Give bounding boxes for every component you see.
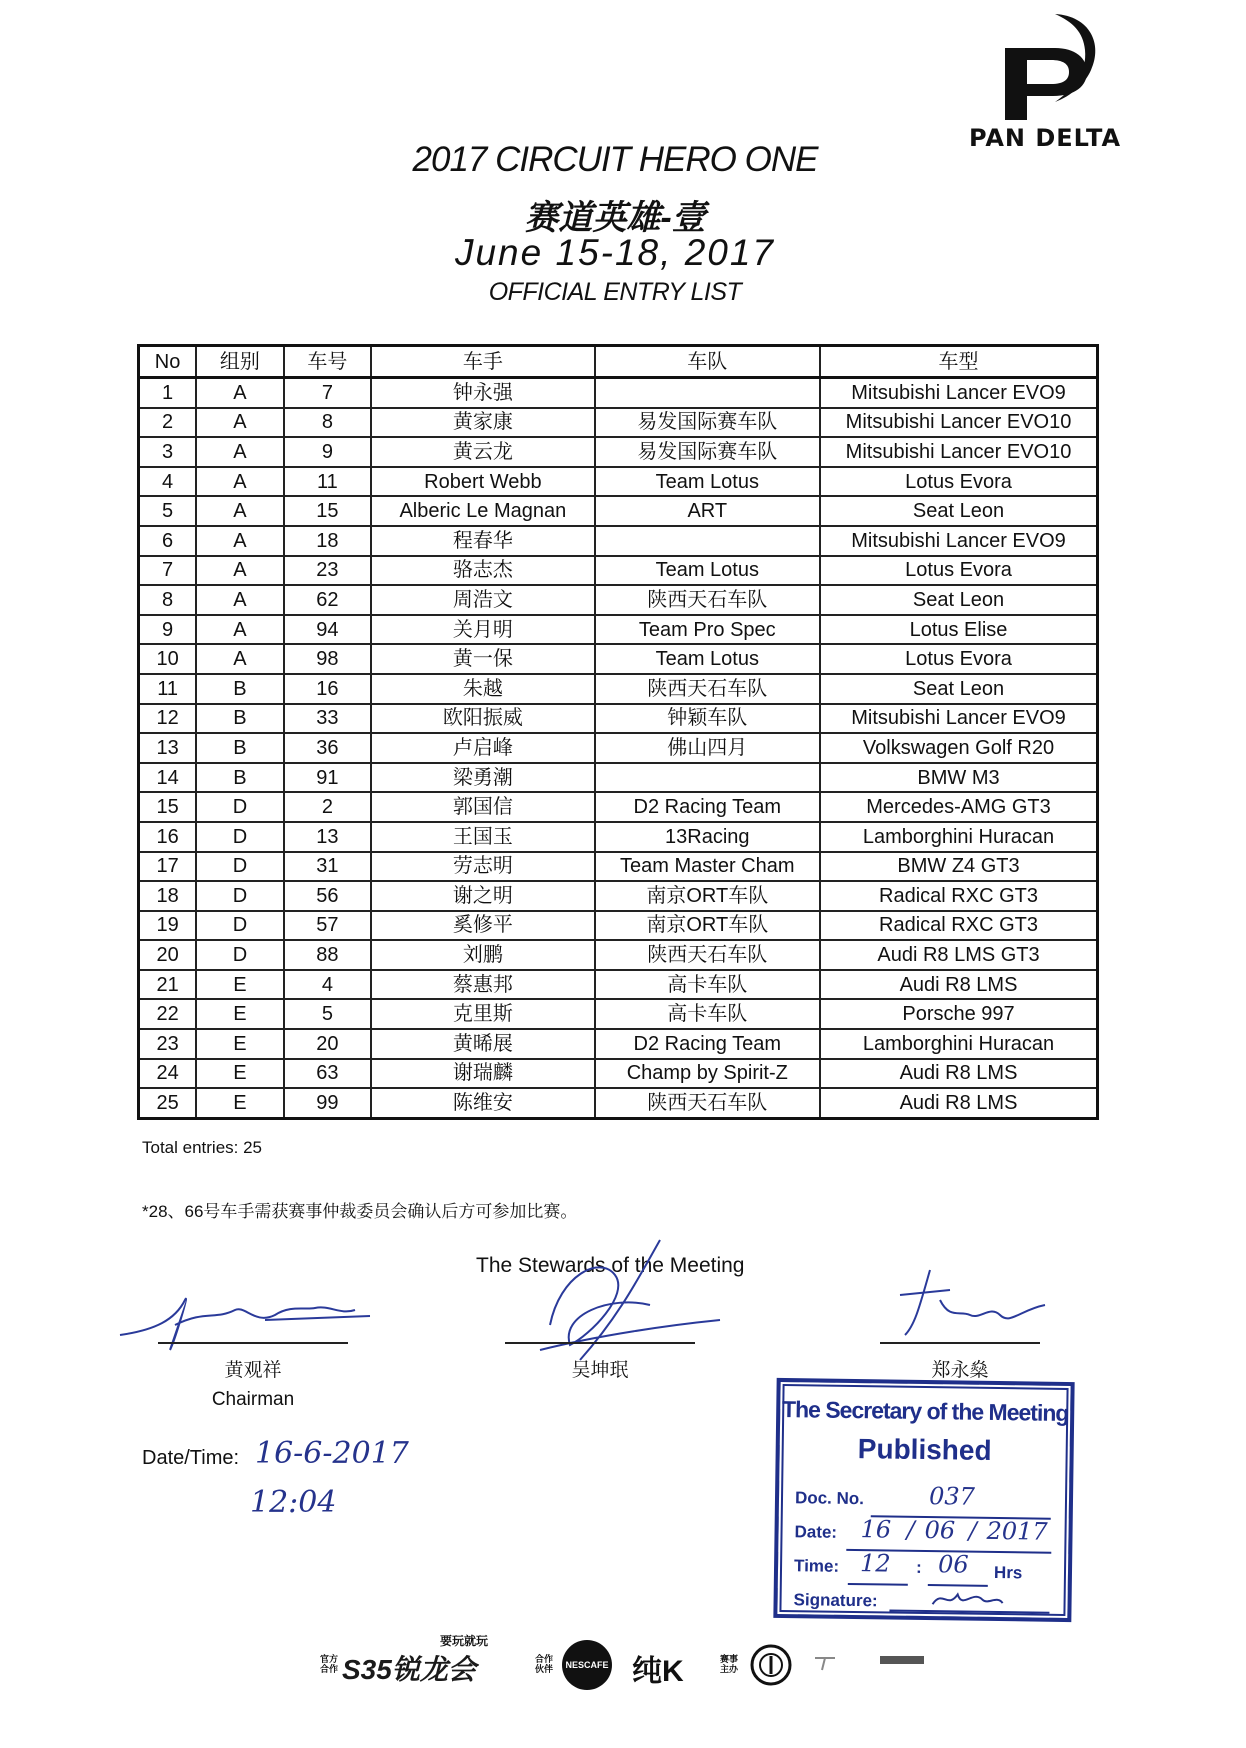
stamp-date-sep2: /	[968, 1516, 977, 1545]
table-row	[139, 704, 1098, 734]
cell-group: B	[196, 704, 284, 734]
steward2-signature-line	[505, 1342, 695, 1344]
cell-car-model: Porsche 997	[820, 999, 1097, 1029]
stamp-signature	[927, 1584, 1007, 1613]
cell-car-number: 11	[284, 467, 372, 497]
table-row	[139, 556, 1098, 586]
sponsor-1-tagline: 要玩就玩	[440, 1634, 489, 1648]
header-no: No	[139, 346, 197, 378]
table-body	[139, 378, 1098, 1119]
table-row	[139, 1059, 1098, 1089]
stamp-time-colon: :	[915, 1557, 922, 1577]
cell-group: B	[196, 763, 284, 793]
cell-no: 7	[139, 556, 197, 586]
steward-signature	[520, 1235, 730, 1375]
cell-team: 易发国际赛车队	[595, 408, 820, 438]
cell-car-number: 9	[284, 437, 372, 467]
cell-no: 12	[139, 704, 197, 734]
secretary-stamp	[773, 1378, 1074, 1622]
cell-no: 19	[139, 911, 197, 941]
cell-driver: 刘鹏	[371, 940, 594, 970]
table-row	[139, 378, 1098, 408]
table-row	[139, 408, 1098, 438]
stamp-date-sep1: /	[906, 1515, 915, 1544]
cell-team: D2 Racing Team	[595, 1029, 820, 1059]
cell-no: 22	[139, 999, 197, 1029]
table-row	[139, 852, 1098, 882]
table-row	[139, 496, 1098, 526]
cell-driver: 奚修平	[371, 911, 594, 941]
cell-car-model: Audi R8 LMS	[820, 970, 1097, 1000]
cell-car-number: 16	[284, 674, 372, 704]
cell-team: Team Master Cham	[595, 852, 820, 882]
cell-car-number: 99	[284, 1088, 372, 1118]
stamp-time-suffix: Hrs	[993, 1562, 1023, 1583]
cell-team: Team Lotus	[595, 644, 820, 674]
cell-car-model: Lotus Elise	[820, 615, 1097, 645]
cell-group: A	[196, 496, 284, 526]
sponsor-4-emblem-icon	[750, 1644, 792, 1686]
cell-car-number: 62	[284, 585, 372, 615]
stamp-date-year: 2017	[986, 1516, 1048, 1546]
table-row	[139, 881, 1098, 911]
chairman-signature-line	[158, 1342, 348, 1344]
cell-driver: 郭国信	[371, 792, 594, 822]
steward3-name: 郑永燊	[931, 1360, 989, 1381]
table-row	[139, 644, 1098, 674]
cell-group: D	[196, 822, 284, 852]
cell-driver: 钟永强	[371, 378, 594, 408]
cell-no: 21	[139, 970, 197, 1000]
table-row	[139, 585, 1098, 615]
cell-team: D2 Racing Team	[595, 792, 820, 822]
cell-car-number: 20	[284, 1029, 372, 1059]
cell-car-number: 4	[284, 970, 372, 1000]
cell-group: A	[196, 437, 284, 467]
table-row	[139, 763, 1098, 793]
header-group: 组别	[196, 346, 284, 378]
header-car-number: 车号	[284, 346, 372, 378]
cell-team: 佛山四月	[595, 733, 820, 763]
cell-group: A	[196, 615, 284, 645]
cell-car-model: Radical RXC GT3	[820, 911, 1097, 941]
cell-driver: 欧阳振威	[371, 704, 594, 734]
cell-car-model: Lamborghini Huracan	[820, 822, 1097, 852]
stewards-label: The Stewards of the Meeting	[476, 1254, 745, 1277]
sponsor-3-logo: 纯K	[632, 1655, 684, 1688]
cell-car-model: Seat Leon	[820, 585, 1097, 615]
cell-car-model: Audi R8 LMS	[820, 1059, 1097, 1089]
cell-car-number: 2	[284, 792, 372, 822]
cell-no: 9	[139, 615, 197, 645]
cell-car-model: Seat Leon	[820, 674, 1097, 704]
cell-no: 24	[139, 1059, 197, 1089]
cell-team: 陕西天石车队	[595, 674, 820, 704]
cell-driver: 谢之明	[371, 881, 594, 911]
cell-team: 高卡车队	[595, 999, 820, 1029]
entry-list-table	[137, 344, 1099, 1120]
cell-driver: 程春华	[371, 526, 594, 556]
cell-team	[595, 763, 820, 793]
cell-car-number: 36	[284, 733, 372, 763]
cell-car-model: BMW Z4 GT3	[820, 852, 1097, 882]
cell-car-number: 57	[284, 911, 372, 941]
cell-group: B	[196, 733, 284, 763]
cell-car-number: 7	[284, 378, 372, 408]
cell-no: 13	[139, 733, 197, 763]
cell-car-model: Mitsubishi Lancer EVO9	[820, 378, 1097, 408]
cell-car-model: Radical RXC GT3	[820, 881, 1097, 911]
cell-car-number: 18	[284, 526, 372, 556]
cell-car-number: 88	[284, 940, 372, 970]
table-row	[139, 1029, 1098, 1059]
cell-driver: 黄一保	[371, 644, 594, 674]
table-header-row	[139, 346, 1098, 378]
cell-car-number: 56	[284, 881, 372, 911]
sponsor-5-logo-icon	[810, 1650, 930, 1680]
sponsor-bar	[300, 1634, 950, 1700]
event-title: 2017 CIRCUIT HERO ONE	[412, 140, 818, 179]
table-row	[139, 615, 1098, 645]
sponsor-label-1: 官方 合作	[320, 1654, 339, 1674]
cell-car-model: Mitsubishi Lancer EVO9	[820, 526, 1097, 556]
cell-team: Team Pro Spec	[595, 615, 820, 645]
stamp-time-line-hour	[848, 1583, 908, 1586]
stamp-signature-label: Signature:	[793, 1590, 878, 1611]
table-row	[139, 1088, 1098, 1118]
cell-group: A	[196, 556, 284, 586]
cell-car-model: Mercedes-AMG GT3	[820, 792, 1097, 822]
cell-no: 17	[139, 852, 197, 882]
chairman-signature	[115, 1280, 395, 1360]
cell-driver: 关月明	[371, 615, 594, 645]
cell-driver: 黄云龙	[371, 437, 594, 467]
cell-team: 陕西天石车队	[595, 1088, 820, 1118]
event-title-chinese: 赛道英雄-壹	[524, 199, 706, 237]
chairman-title: Chairman	[211, 1389, 295, 1410]
cell-no: 10	[139, 644, 197, 674]
cell-no: 23	[139, 1029, 197, 1059]
cell-driver: Robert Webb	[371, 467, 594, 497]
header-team: 车队	[595, 346, 820, 378]
cell-group: E	[196, 970, 284, 1000]
cell-group: D	[196, 940, 284, 970]
cell-team: 钟颖车队	[595, 704, 820, 734]
cell-group: E	[196, 1029, 284, 1059]
cell-no: 1	[139, 378, 197, 408]
table-row	[139, 526, 1098, 556]
pan-delta-logo	[965, 14, 1125, 154]
cell-team: Champ by Spirit-Z	[595, 1059, 820, 1089]
cell-driver: 骆志杰	[371, 556, 594, 586]
cell-group: A	[196, 644, 284, 674]
cell-driver: 黄晞展	[371, 1029, 594, 1059]
cell-no: 18	[139, 881, 197, 911]
cell-car-model: Volkswagen Golf R20	[820, 733, 1097, 763]
sponsor-1-logo: S35锐龙会	[342, 1654, 476, 1685]
table-row	[139, 911, 1098, 941]
cell-driver: 周浩文	[371, 585, 594, 615]
cell-group: B	[196, 674, 284, 704]
event-dates: June 15-18, 2017	[454, 232, 775, 273]
cell-car-number: 5	[284, 999, 372, 1029]
table-row	[139, 674, 1098, 704]
table-row	[139, 467, 1098, 497]
cell-driver: 卢启峰	[371, 733, 594, 763]
cell-car-number: 63	[284, 1059, 372, 1089]
cell-car-number: 33	[284, 704, 372, 734]
table-row	[139, 792, 1098, 822]
cell-group: D	[196, 792, 284, 822]
cell-no: 25	[139, 1088, 197, 1118]
cell-car-number: 8	[284, 408, 372, 438]
cell-driver: 蔡惠邦	[371, 970, 594, 1000]
table-row	[139, 822, 1098, 852]
stamp-title: The Secretary of the Meeting	[781, 1396, 1069, 1427]
cell-no: 15	[139, 792, 197, 822]
cell-car-model: Audi R8 LMS	[820, 1088, 1097, 1118]
cell-group: E	[196, 1059, 284, 1089]
cell-no: 14	[139, 763, 197, 793]
handwritten-date: 16-6-2017	[255, 1436, 409, 1471]
cell-no: 3	[139, 437, 197, 467]
cell-driver: 朱越	[371, 674, 594, 704]
cell-group: D	[196, 911, 284, 941]
sponsor-2-logo: NESCAFE	[562, 1640, 612, 1690]
cell-driver: 陈维安	[371, 1088, 594, 1118]
sponsor-label-3: 赛事 主办	[720, 1654, 739, 1674]
cell-car-model: Lotus Evora	[820, 556, 1097, 586]
cell-car-number: 94	[284, 615, 372, 645]
cell-driver: 劳志明	[371, 852, 594, 882]
cell-group: E	[196, 1088, 284, 1118]
stamp-doc-value: 037	[928, 1482, 976, 1511]
cell-group: D	[196, 881, 284, 911]
chairman-name: 黄观祥	[224, 1360, 282, 1381]
cell-team: 易发国际赛车队	[595, 437, 820, 467]
cell-driver: 谢瑞麟	[371, 1059, 594, 1089]
stamp-status: Published	[857, 1433, 992, 1466]
steward3-signature-line	[880, 1342, 1040, 1344]
cell-no: 6	[139, 526, 197, 556]
stamp-time-hour: 12	[859, 1549, 891, 1578]
cell-car-model: Mitsubishi Lancer EVO10	[820, 437, 1097, 467]
pan-delta-logo-icon	[995, 14, 1105, 124]
cell-car-model: Lamborghini Huracan	[820, 1029, 1097, 1059]
table-row	[139, 970, 1098, 1000]
cell-group: A	[196, 467, 284, 497]
header-driver: 车手	[371, 346, 594, 378]
steward2-name: 吴坤珉	[571, 1360, 629, 1381]
cell-car-number: 13	[284, 822, 372, 852]
header-car-model: 车型	[820, 346, 1097, 378]
cell-driver: 梁勇潮	[371, 763, 594, 793]
cell-group: A	[196, 585, 284, 615]
datetime-label: Date/Time:	[142, 1447, 240, 1469]
footnote: *28、66号车手需获赛事仲裁委员会确认后方可参加比赛。	[142, 1202, 578, 1221]
cell-team: ART	[595, 496, 820, 526]
cell-team: Team Lotus	[595, 556, 820, 586]
document-subtitle: OFFICIAL ENTRY LIST	[488, 278, 742, 306]
cell-team: 南京ORT车队	[595, 881, 820, 911]
stamp-date-label: Date:	[794, 1522, 838, 1542]
cell-driver: Alberic Le Magnan	[371, 496, 594, 526]
cell-car-model: BMW M3	[820, 763, 1097, 793]
stamp-time-label: Time:	[793, 1556, 840, 1576]
table-row	[139, 999, 1098, 1029]
cell-no: 4	[139, 467, 197, 497]
cell-team: 13Racing	[595, 822, 820, 852]
cell-car-number: 15	[284, 496, 372, 526]
cell-team: Team Lotus	[595, 467, 820, 497]
cell-driver: 黄家康	[371, 408, 594, 438]
cell-car-number: 98	[284, 644, 372, 674]
cell-car-model: Mitsubishi Lancer EVO10	[820, 408, 1097, 438]
cell-team: 高卡车队	[595, 970, 820, 1000]
cell-group: A	[196, 378, 284, 408]
steward3-signature	[880, 1265, 1060, 1345]
logo-text: PAN DELTA	[968, 124, 1122, 152]
cell-team	[595, 378, 820, 408]
cell-no: 8	[139, 585, 197, 615]
cell-team: 陕西天石车队	[595, 585, 820, 615]
table-row	[139, 733, 1098, 763]
cell-car-number: 31	[284, 852, 372, 882]
cell-car-model: Lotus Evora	[820, 644, 1097, 674]
stamp-time-min: 06	[937, 1550, 969, 1579]
cell-group: D	[196, 852, 284, 882]
cell-car-number: 91	[284, 763, 372, 793]
cell-team: 陕西天石车队	[595, 940, 820, 970]
cell-no: 16	[139, 822, 197, 852]
stamp-date-month: 06	[924, 1516, 956, 1545]
cell-no: 5	[139, 496, 197, 526]
total-entries: Total entries: 25	[142, 1138, 263, 1157]
table-row	[139, 437, 1098, 467]
cell-no: 20	[139, 940, 197, 970]
cell-no: 2	[139, 408, 197, 438]
cell-car-model: Mitsubishi Lancer EVO9	[820, 704, 1097, 734]
stamp-date-day: 16	[860, 1515, 892, 1544]
cell-team	[595, 526, 820, 556]
sponsor-label-2: 合作 伙伴	[535, 1654, 554, 1674]
cell-team: 南京ORT车队	[595, 911, 820, 941]
stamp-doc-label: Doc. No.	[794, 1488, 865, 1509]
cell-car-model: Audi R8 LMS GT3	[820, 940, 1097, 970]
cell-no: 11	[139, 674, 197, 704]
cell-group: A	[196, 526, 284, 556]
table-row	[139, 940, 1098, 970]
cell-car-number: 23	[284, 556, 372, 586]
cell-car-model: Lotus Evora	[820, 467, 1097, 497]
handwritten-time: 12:04	[250, 1485, 337, 1520]
cell-driver: 王国玉	[371, 822, 594, 852]
cell-group: A	[196, 408, 284, 438]
cell-driver: 克里斯	[371, 999, 594, 1029]
cell-car-model: Seat Leon	[820, 496, 1097, 526]
cell-group: E	[196, 999, 284, 1029]
